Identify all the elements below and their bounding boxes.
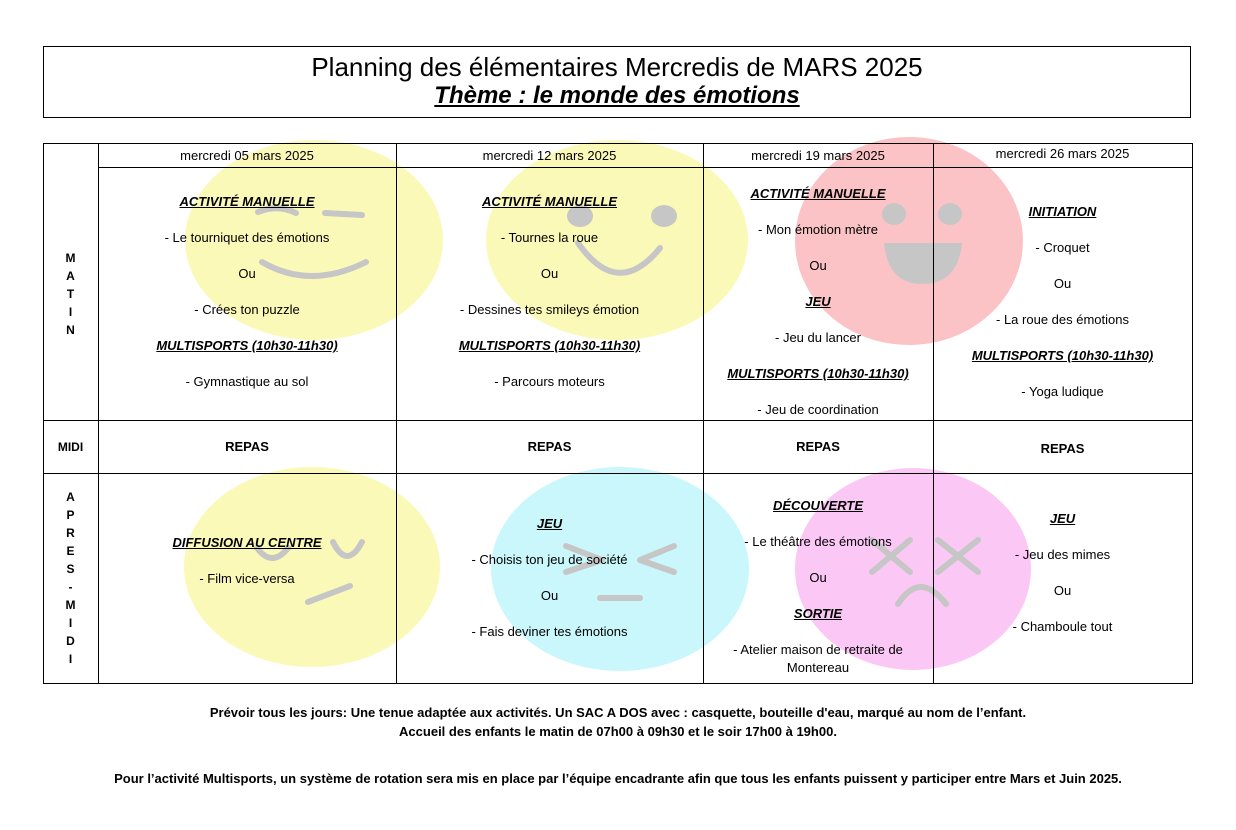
activity-or: Ou	[540, 588, 559, 603]
activity-item: - La roue des émotions	[996, 312, 1129, 327]
activity-heading: JEU	[1049, 511, 1076, 526]
activity-item: - Le tourniquet des émotions	[164, 230, 330, 245]
activity-item: - Film vice-versa	[199, 571, 295, 586]
apres-midi-cell-4	[933, 510, 1192, 650]
activity-heading: MULTISPORTS (10h30-11h30)	[458, 338, 641, 353]
activity-item: - Chamboule tout	[1012, 619, 1113, 634]
activity-or: Ou	[1053, 583, 1072, 598]
activity-heading: MULTISPORTS (10h30-11h30)	[727, 366, 909, 381]
activity-heading: JEU	[536, 516, 563, 531]
midi-cell-2: REPAS	[527, 438, 572, 454]
row-label-midi-text: MIDI	[57, 439, 84, 454]
activity-item: - Mon émotion mètre	[758, 222, 878, 237]
footer-note-2: Accueil des enfants le matin de 07h00 à 09h30 et le soir 17h00 à 19h00.	[399, 724, 837, 739]
footer-note-1: Prévoir tous les jours: Une tenue adaptée aux activités. Un SAC A DOS avec : casquette, bouteille d'eau, marqué au nom de l’enfant.	[209, 705, 1027, 720]
activity-heading: DÉCOUVERTE	[772, 498, 864, 513]
page-subtitle: Thème : le monde des émotions	[434, 82, 800, 109]
row-label-midi	[43, 420, 98, 473]
footer-note-3: Pour l’activité Multisports, un système de rotation sera mis en place par l’équipe encadrante afin que tous les enfants puissent y participer entre Mars et Juin 2025.	[114, 771, 1122, 786]
activity-heading: INITIATION	[1028, 204, 1097, 219]
row-label-apres-midi-text: A P R E S - M I D I	[65, 490, 76, 666]
activity-or: Ou	[540, 266, 559, 281]
activity-item: - Jeu des mimes	[1014, 547, 1111, 562]
matin-cell-4	[933, 203, 1192, 413]
activity-or: Ou	[238, 266, 256, 281]
matin-cell-3	[703, 185, 933, 420]
activity-or: Ou	[809, 570, 827, 585]
page-title: Planning des élémentaires Mercredis de MARS 2025	[311, 52, 923, 82]
activity-heading: SORTIE	[793, 606, 843, 621]
activity-item: - Parcours moteurs	[494, 374, 605, 389]
activity-heading: ACTIVITÉ MANUELLE	[481, 194, 618, 209]
midi-cell-1: REPAS	[225, 438, 269, 454]
activity-item: - Choisis ton jeu de société	[471, 552, 628, 567]
midi-cell-4: REPAS	[1040, 440, 1085, 456]
activity-item: - Dessines tes smileys émotion	[459, 302, 640, 317]
activity-heading: ACTIVITÉ MANUELLE	[179, 194, 315, 209]
activity-item: - Jeu de coordination	[757, 402, 879, 417]
activity-item: Montereau	[786, 660, 850, 675]
activity-item: - Atelier maison de retraite de	[733, 642, 903, 657]
date-header-4: mercredi 26 mars 2025	[995, 146, 1130, 161]
activity-item: - Tournes la roue	[500, 230, 599, 245]
matin-cell-2	[396, 193, 703, 403]
activity-or: Ou	[809, 258, 827, 273]
schedule-table	[43, 143, 1193, 684]
activity-item: - Croquet	[1035, 240, 1090, 255]
activity-heading: DIFFUSION AU CENTRE	[172, 535, 322, 550]
activity-heading: MULTISPORTS (10h30-11h30)	[971, 348, 1154, 363]
row-label-matin	[43, 167, 98, 420]
row-label-matin-text: M A T I N	[65, 250, 76, 337]
activity-item: - Yoga ludique	[1021, 384, 1104, 399]
activity-heading: ACTIVITÉ MANUELLE	[750, 186, 886, 201]
midi-cell-3: REPAS	[796, 438, 840, 454]
matin-cell-1	[98, 193, 396, 403]
date-header-3: mercredi 19 mars 2025	[751, 148, 885, 163]
apres-midi-cell-1	[98, 534, 396, 594]
activity-item: - Jeu du lancer	[775, 330, 861, 345]
apres-midi-cell-3	[703, 497, 933, 683]
activity-heading: JEU	[805, 294, 831, 309]
apres-midi-cell-2	[396, 515, 703, 655]
date-header-2: mercredi 12 mars 2025	[482, 148, 617, 163]
activity-item: - Fais deviner tes émotions	[471, 624, 628, 639]
activity-heading: MULTISPORTS (10h30-11h30)	[156, 338, 338, 353]
date-header-1: mercredi 05 mars 2025	[180, 148, 314, 163]
activity-item: - Crées ton puzzle	[194, 302, 300, 317]
activity-item: - Le théâtre des émotions	[744, 534, 892, 549]
activity-item: - Gymnastique au sol	[185, 374, 309, 389]
row-label-apres-midi	[43, 473, 98, 683]
activity-or: Ou	[1053, 276, 1072, 291]
